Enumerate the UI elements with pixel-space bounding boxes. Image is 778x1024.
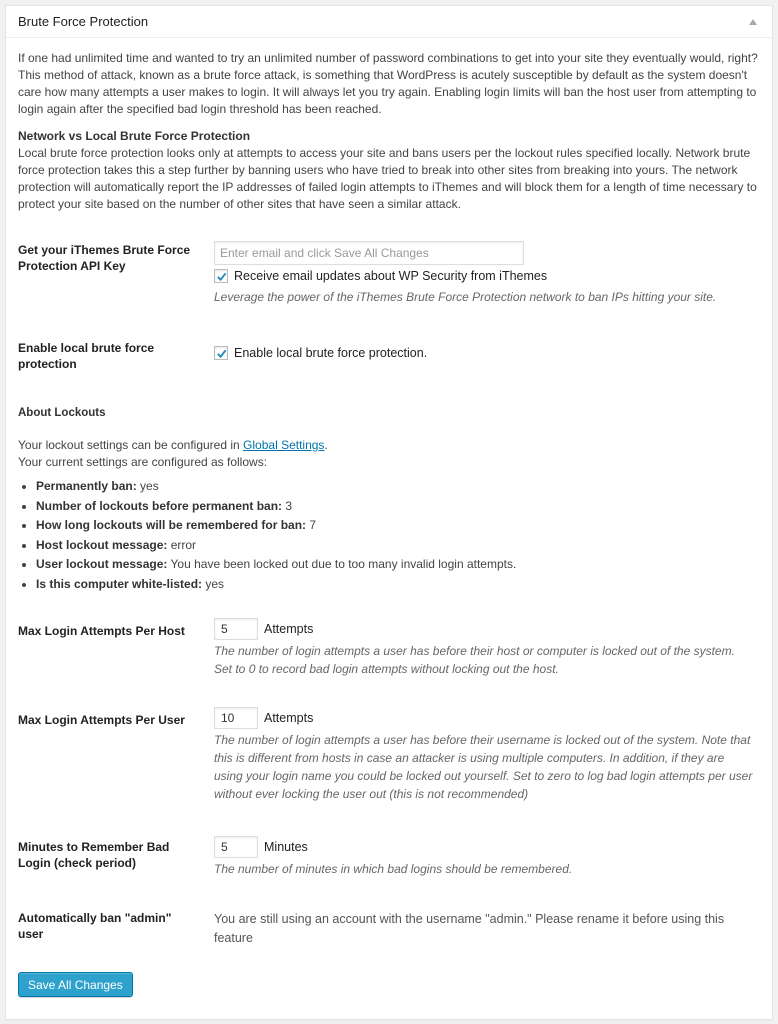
setting-key: Is this computer white-listed:: [36, 576, 203, 591]
email-updates-label: Receive email updates about WP Security from iThemes: [234, 269, 548, 283]
list-item: [36, 536, 758, 556]
setting-value: 3: [282, 498, 293, 513]
setting-value: yes: [136, 479, 159, 493]
config-prefix-text: Your lockout settings can be configured in: [18, 438, 244, 452]
local-protection-field: [214, 346, 754, 360]
check-period-description: The number of minutes in which bad logins should be remembered.: [214, 862, 573, 876]
max-host-field: [214, 618, 754, 678]
api-key-description: Leverage the power of the iThemes Brute Force Protection network to ban IPs hitting your site.: [214, 290, 717, 304]
check-period-unit: Minutes: [264, 840, 308, 854]
local-protection-checkbox-label: Enable local brute force protection.: [234, 346, 428, 360]
check-period-label: Minutes to Remember Bad Login (check period): [18, 840, 170, 870]
check-period-field: [214, 836, 754, 878]
collapse-toggle-button[interactable]: [746, 15, 760, 29]
setting-value: error: [167, 537, 197, 552]
max-user-description: The number of login attempts a user has before their username is locked out of the system. Note that this is different from hosts in case an attacker is using multiple computers. In addition, if they are using your login name you could be locked out yourself. Set to zero to log bad login attempts per user without ever locking the user out (this is not recommended): [214, 733, 753, 801]
list-item: [36, 575, 758, 595]
admin-ban-label: Automatically ban "admin" user: [18, 911, 172, 941]
max-host-description: The number of login attempts a user has before their host or computer is locked out of the system. Set to 0 to record bad login attempts without locking out the host.: [214, 644, 735, 676]
max-user-field: [214, 707, 754, 803]
setting-key: Number of lockouts before permanent ban:: [36, 498, 283, 513]
setting-value: 7: [306, 518, 317, 532]
setting-key: Host lockout message:: [36, 537, 168, 552]
max-user-label: Max Login Attempts Per User: [18, 713, 185, 727]
setting-key: How long lockouts will be remembered for ban:: [36, 518, 307, 532]
network-heading: Network vs Local Brute Force Protection: [18, 129, 251, 143]
max-user-unit: Attempts: [264, 711, 314, 725]
panel-title: Brute Force Protection: [18, 14, 149, 29]
list-item: [36, 497, 758, 517]
checkmark-icon: [216, 348, 227, 359]
setting-value: yes: [202, 576, 225, 591]
local-protection-label: Enable local brute force protection: [18, 341, 155, 371]
brute-force-panel: [5, 5, 773, 1020]
setting-value: You have been locked out due to too many invalid login attempts.: [167, 557, 517, 571]
config-suffix-text: .: [324, 438, 328, 452]
max-host-input[interactable]: [214, 618, 258, 640]
setting-key: User lockout message:: [36, 557, 168, 571]
lockouts-section: [18, 405, 758, 594]
lockout-settings-list: [18, 477, 758, 594]
max-host-label: Max Login Attempts Per Host: [18, 624, 185, 638]
list-item: [36, 477, 758, 497]
email-input[interactable]: [214, 241, 524, 265]
check-period-input[interactable]: [214, 836, 258, 858]
lockouts-config-line: [18, 437, 758, 454]
local-protection-option[interactable]: [214, 346, 754, 360]
max-user-input[interactable]: [214, 707, 258, 729]
lockouts-current-line: Your current settings are configured as follows:: [18, 455, 268, 469]
checkmark-icon: [216, 271, 227, 282]
panel-body: [6, 50, 772, 213]
local-protection-checkbox[interactable]: [214, 346, 228, 360]
list-item: [36, 516, 758, 536]
admin-ban-message: You are still using an account with the username "admin." Please rename it before using this feature: [214, 912, 725, 945]
api-key-field: [214, 241, 754, 306]
panel-header[interactable]: [6, 6, 772, 38]
network-description: Local brute force protection looks only at attempts to access your site and bans users per the lockout rules specified locally. Network brute force protection takes this a step further by banning users who have tried to break into other sites from breaking into yours. The network protection will automatically report the IP addresses of failed login attempts to iThemes and will block them for a length of time necessary to protect your site based on the number of other sites that have seen a similar attack.: [18, 146, 757, 211]
max-host-unit: Attempts: [264, 622, 314, 636]
save-all-changes-button[interactable]: Save All Changes: [18, 972, 133, 997]
global-settings-link[interactable]: Global Settings: [243, 438, 325, 452]
email-updates-option[interactable]: [214, 269, 754, 283]
intro-text: If one had unlimited time and wanted to try an unlimited number of password combinations to get into your site they eventually would, right? This method of attack, known as a brute force attack, is something that WordPress is acutely susceptible by default as the system doesn't care how many attempts a user makes to login. It will always let you try again. Enabling login limits will ban the host user from attempting to login again after the specified bad login threshold has been reached.: [18, 51, 758, 116]
triangle-up-icon: [749, 19, 757, 25]
email-updates-checkbox[interactable]: [214, 269, 228, 283]
lockouts-heading: About Lockouts: [18, 407, 106, 419]
list-item: [36, 555, 758, 575]
api-key-label: Get your iThemes Brute Force Protection API Key: [18, 243, 191, 273]
setting-key: Permanently ban:: [36, 479, 137, 493]
